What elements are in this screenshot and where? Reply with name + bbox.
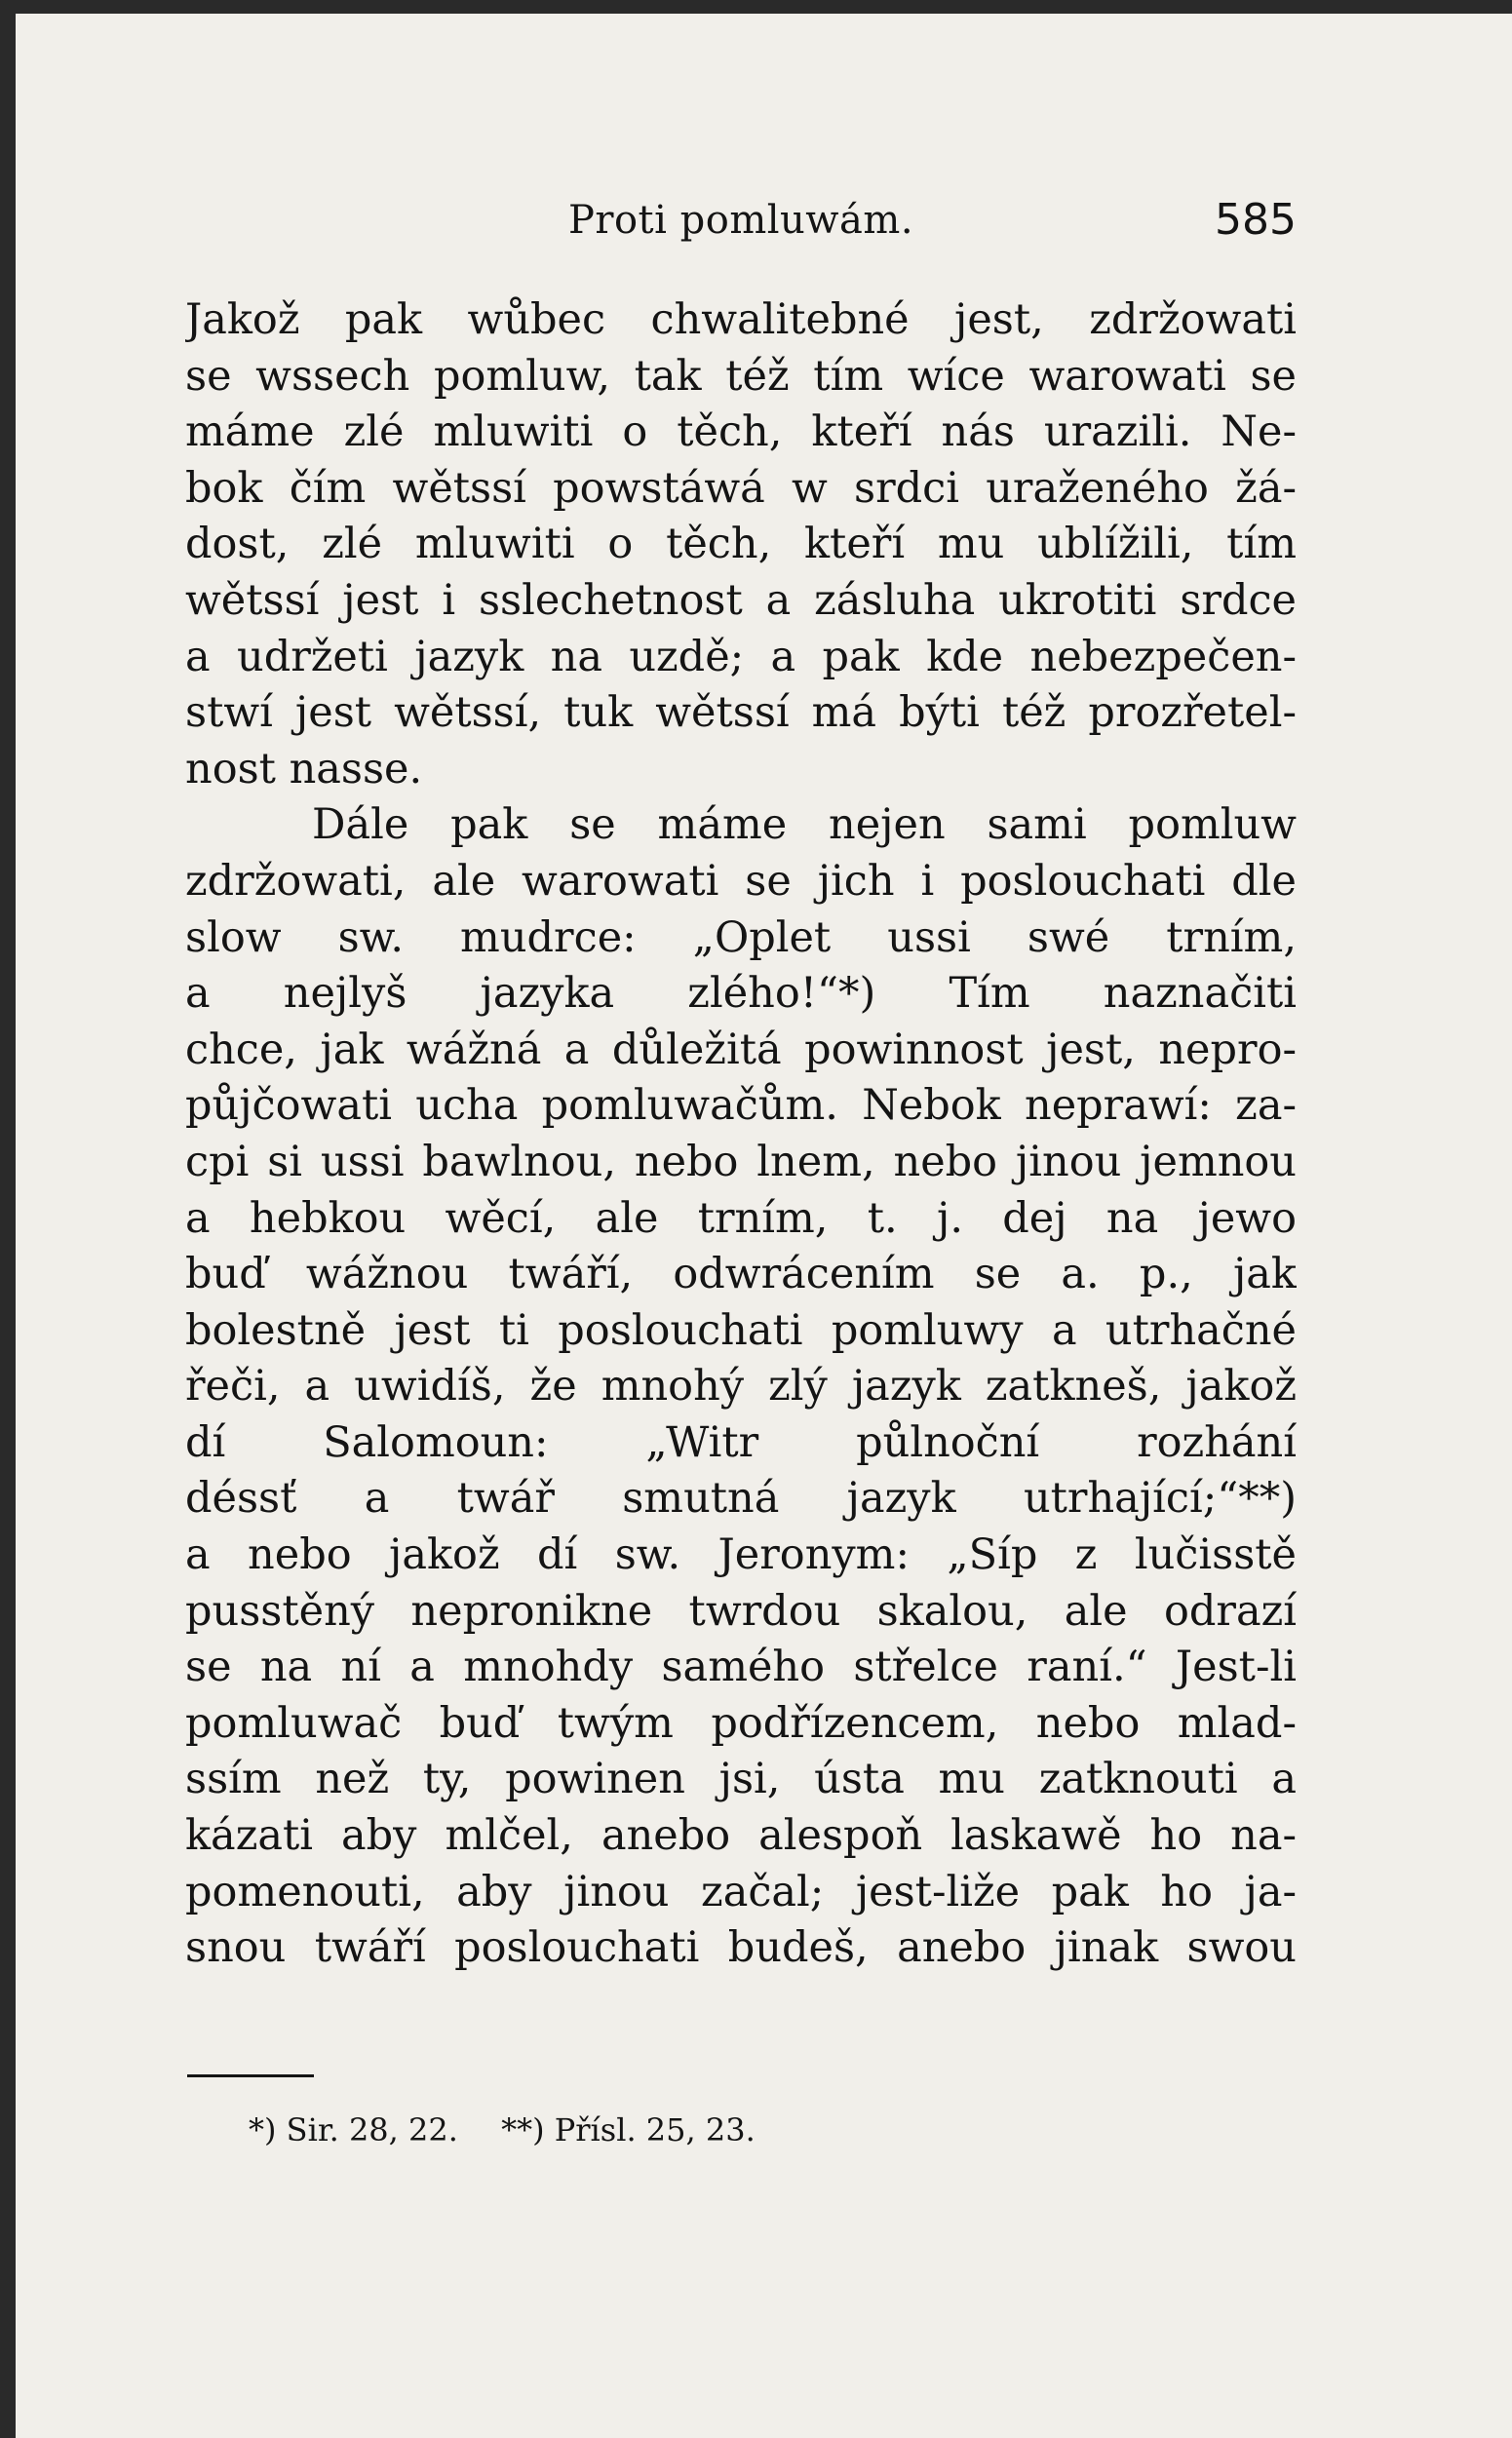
text-line: slow sw. mudrce: „Oplet ussi swé trním, — [185, 912, 1297, 962]
text-line: pusstěný nepronikne twrdou skalou, ale odrazí — [185, 1586, 1297, 1636]
text-line: máme zlé mluwiti o těch, kteří nás urazili. Ne- — [185, 407, 1297, 457]
text-line: se na ní a mnohdy samého střelce raní.“ Jest-li — [185, 1643, 1297, 1692]
text-line: dí Salomoun: „Witr půlnoční rozhání — [185, 1417, 1297, 1467]
text-line: chce, jak wážná a důležitá powinnost jest, nepro- — [185, 1025, 1297, 1074]
text-line: ssím než ty, powinen jsi, ústa mu zatknouti a — [185, 1755, 1297, 1804]
text-line: dost, zlé mluwiti o těch, kteří mu ublížili, tím — [185, 520, 1297, 569]
running-title: Proti pomluwám. — [567, 198, 914, 243]
text-line: bolestně jest ti poslouchati pomluwy a utrhačné — [185, 1305, 1297, 1355]
text-line: půjčowati ucha pomluwačům. Nebok neprawí: za- — [185, 1081, 1297, 1131]
scan-edge-top — [0, 0, 1512, 14]
text-line: déssť a twář smutná jazyk utrhající;“**) — [185, 1474, 1297, 1524]
text-line: zdržowati, ale warowati se jich i poslouchati dle — [185, 856, 1297, 906]
text-line: řeči, a uwidíš, že mnohý zlý jazyk zatkneš, jakož — [185, 1362, 1297, 1412]
text-line: bok čím wětssí powstáwá w srdci uraženého žá- — [185, 463, 1297, 513]
footnote: **) Přísl. 25, 23. — [501, 2111, 756, 2148]
text-line: cpi si ussi bawlnou, nebo lnem, nebo jinou jemnou — [185, 1137, 1297, 1186]
text-line: buď wážnou twáří, odwrácením se a. p., jak — [185, 1250, 1297, 1299]
text-line: se wssech pomluw, tak též tím wíce warowati se — [185, 351, 1297, 401]
footnote-rule — [187, 2074, 314, 2077]
text-line: pomenouti, aby jinou začal; jest-liže pak ho ja- — [185, 1867, 1297, 1916]
page-number: 585 — [1215, 195, 1297, 245]
text-line: a hebkou wěcí, ale trním, t. j. dej na jewo — [185, 1193, 1297, 1243]
text-line: snou twáří poslouchati budeš, anebo jinak swou — [185, 1923, 1297, 1973]
text-line: wětssí jest i sslechetnost a zásluha ukrotiti srdce — [185, 575, 1297, 625]
scan-edge-left — [0, 0, 16, 2438]
text-line: nost nasse. — [185, 744, 423, 793]
text-line: a udržeti jazyk na uzdě; a pak kde nebezpečen- — [185, 632, 1297, 681]
text-line: stwí jest wětssí, tuk wětssí má býti též prozřetel- — [185, 688, 1297, 738]
text-line: a nejlyš jazyka zlého!“*) Tím naznačiti — [185, 969, 1297, 1019]
text-line: Dále pak se máme nejen sami pomluw — [312, 800, 1297, 850]
running-head — [185, 191, 1297, 250]
footnote: *) Sir. 28, 22. — [249, 2111, 458, 2148]
text-line: kázati aby mlčel, anebo alespoň laskawě ho na- — [185, 1811, 1297, 1861]
body-text — [185, 292, 1297, 1977]
text-line: pomluwač buď twým podřízencem, nebo mlad- — [185, 1698, 1297, 1748]
text-line: a nebo jakož dí sw. Jeronym: „Síp z lučisstě — [185, 1530, 1297, 1580]
footnotes — [249, 2106, 789, 2154]
text-line: Jakož pak wůbec chwalitebné jest, zdržowati — [185, 295, 1297, 344]
